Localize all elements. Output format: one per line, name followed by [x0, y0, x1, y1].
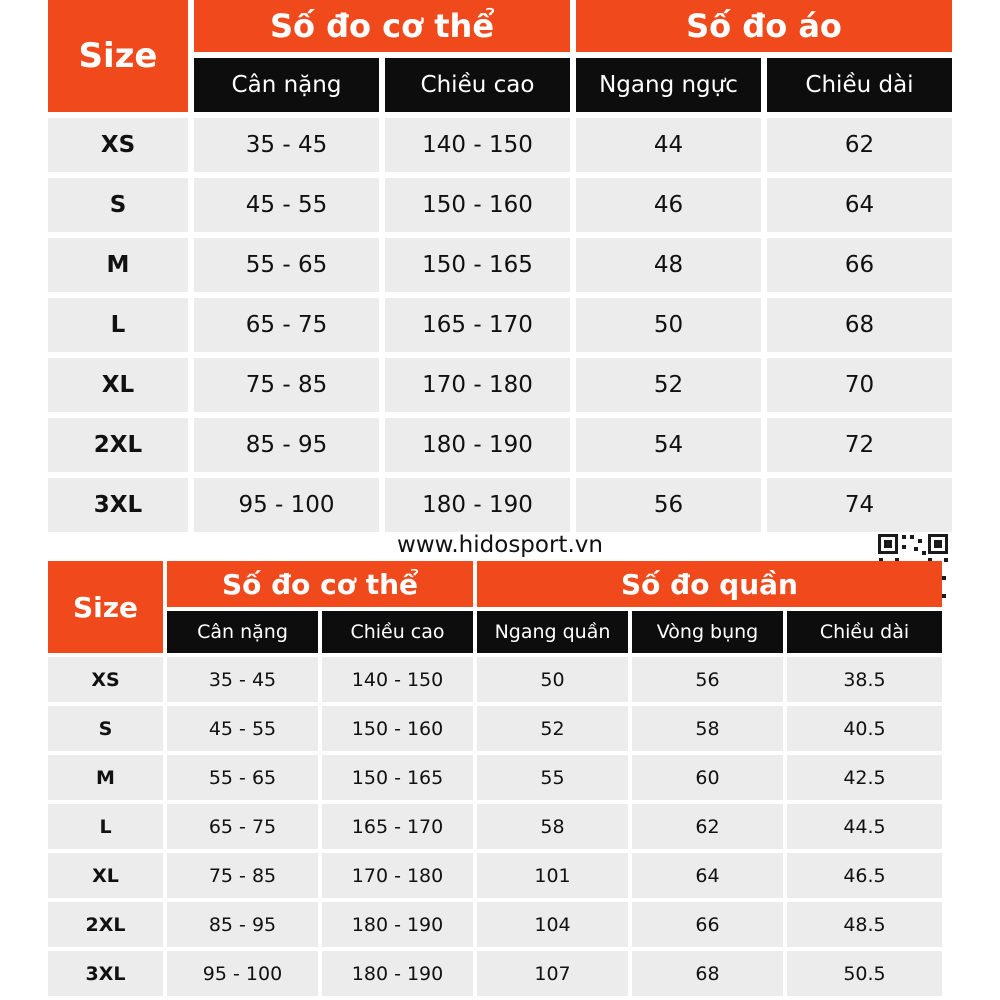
pants-size-table [48, 561, 952, 996]
table-cell: 64 [767, 178, 952, 232]
table-cell: 46.5 [787, 853, 942, 898]
table-cell: 52 [576, 358, 761, 412]
column-header: Ngang quần [477, 611, 628, 653]
size-label: 3XL [48, 478, 188, 532]
shirt-measurements-header: Số đo áo [576, 0, 952, 52]
table-cell: 150 - 160 [385, 178, 570, 232]
table-cell: 72 [767, 418, 952, 472]
column-header: Chiều dài [767, 58, 952, 112]
table-cell: 46 [576, 178, 761, 232]
table-cell: 62 [767, 118, 952, 172]
table-cell: 50 [576, 298, 761, 352]
size-label: M [48, 238, 188, 292]
table-cell: 165 - 170 [385, 298, 570, 352]
table-cell: 68 [767, 298, 952, 352]
table-cell: 107 [477, 951, 628, 996]
size-label: L [48, 804, 163, 849]
table-cell: 54 [576, 418, 761, 472]
table-cell: 44.5 [787, 804, 942, 849]
table-cell: 150 - 165 [385, 238, 570, 292]
size-label: 2XL [48, 902, 163, 947]
table-cell: 42.5 [787, 755, 942, 800]
table-cell: 180 - 190 [385, 418, 570, 472]
table-cell: 150 - 160 [322, 706, 473, 751]
table-cell: 44 [576, 118, 761, 172]
size-header: Size [48, 0, 188, 112]
table-cell: 56 [576, 478, 761, 532]
column-header: Cân nặng [167, 611, 318, 653]
size-label: M [48, 755, 163, 800]
column-header: Chiều cao [322, 611, 473, 653]
table-cell: 101 [477, 853, 628, 898]
table-cell: 65 - 75 [167, 804, 318, 849]
table-cell: 104 [477, 902, 628, 947]
table-cell: 180 - 190 [322, 902, 473, 947]
size-label: S [48, 706, 163, 751]
body-measurements-header: Số đo cơ thể [167, 561, 473, 607]
column-header: Chiều dài [787, 611, 942, 653]
table-cell: 66 [632, 902, 783, 947]
table-cell: 35 - 45 [194, 118, 379, 172]
size-label: XS [48, 657, 163, 702]
table-cell: 150 - 165 [322, 755, 473, 800]
size-header: Size [48, 561, 163, 653]
table-cell: 85 - 95 [167, 902, 318, 947]
table-cell: 38.5 [787, 657, 942, 702]
table-cell: 170 - 180 [385, 358, 570, 412]
table-cell: 95 - 100 [167, 951, 318, 996]
table-cell: 60 [632, 755, 783, 800]
table-cell: 74 [767, 478, 952, 532]
size-label: 3XL [48, 951, 163, 996]
table-cell: 66 [767, 238, 952, 292]
table-cell: 52 [477, 706, 628, 751]
table-cell: 45 - 55 [194, 178, 379, 232]
table-cell: 85 - 95 [194, 418, 379, 472]
table-cell: 70 [767, 358, 952, 412]
table-cell: 55 - 65 [167, 755, 318, 800]
table-cell: 65 - 75 [194, 298, 379, 352]
size-label: 2XL [48, 418, 188, 472]
size-label: XL [48, 853, 163, 898]
column-header: Vòng bụng [632, 611, 783, 653]
table-cell: 140 - 150 [385, 118, 570, 172]
column-header: Chiều cao [385, 58, 570, 112]
size-label: S [48, 178, 188, 232]
table-cell: 140 - 150 [322, 657, 473, 702]
table-cell: 95 - 100 [194, 478, 379, 532]
table-cell: 58 [477, 804, 628, 849]
table-cell: 35 - 45 [167, 657, 318, 702]
website-url: www.hidosport.vn [397, 532, 603, 558]
size-label: XS [48, 118, 188, 172]
table-cell: 58 [632, 706, 783, 751]
table-cell: 45 - 55 [167, 706, 318, 751]
table-cell: 165 - 170 [322, 804, 473, 849]
pants-measurements-header: Số đo quần [477, 561, 942, 607]
table-cell: 75 - 85 [167, 853, 318, 898]
table-cell: 40.5 [787, 706, 942, 751]
size-label: XL [48, 358, 188, 412]
table-cell: 170 - 180 [322, 853, 473, 898]
table-cell: 50.5 [787, 951, 942, 996]
table-cell: 180 - 190 [322, 951, 473, 996]
column-header: Ngang ngực [576, 58, 761, 112]
table-cell: 55 - 65 [194, 238, 379, 292]
table-cell: 56 [632, 657, 783, 702]
table-cell: 55 [477, 755, 628, 800]
shirt-size-table [48, 0, 952, 532]
table-cell: 64 [632, 853, 783, 898]
column-header: Cân nặng [194, 58, 379, 112]
table-cell: 48.5 [787, 902, 942, 947]
table-cell: 75 - 85 [194, 358, 379, 412]
table-cell: 180 - 190 [385, 478, 570, 532]
table-cell: 48 [576, 238, 761, 292]
size-label: L [48, 298, 188, 352]
table-cell: 62 [632, 804, 783, 849]
table-cell: 68 [632, 951, 783, 996]
table-cell: 50 [477, 657, 628, 702]
body-measurements-header: Số đo cơ thể [194, 0, 570, 52]
